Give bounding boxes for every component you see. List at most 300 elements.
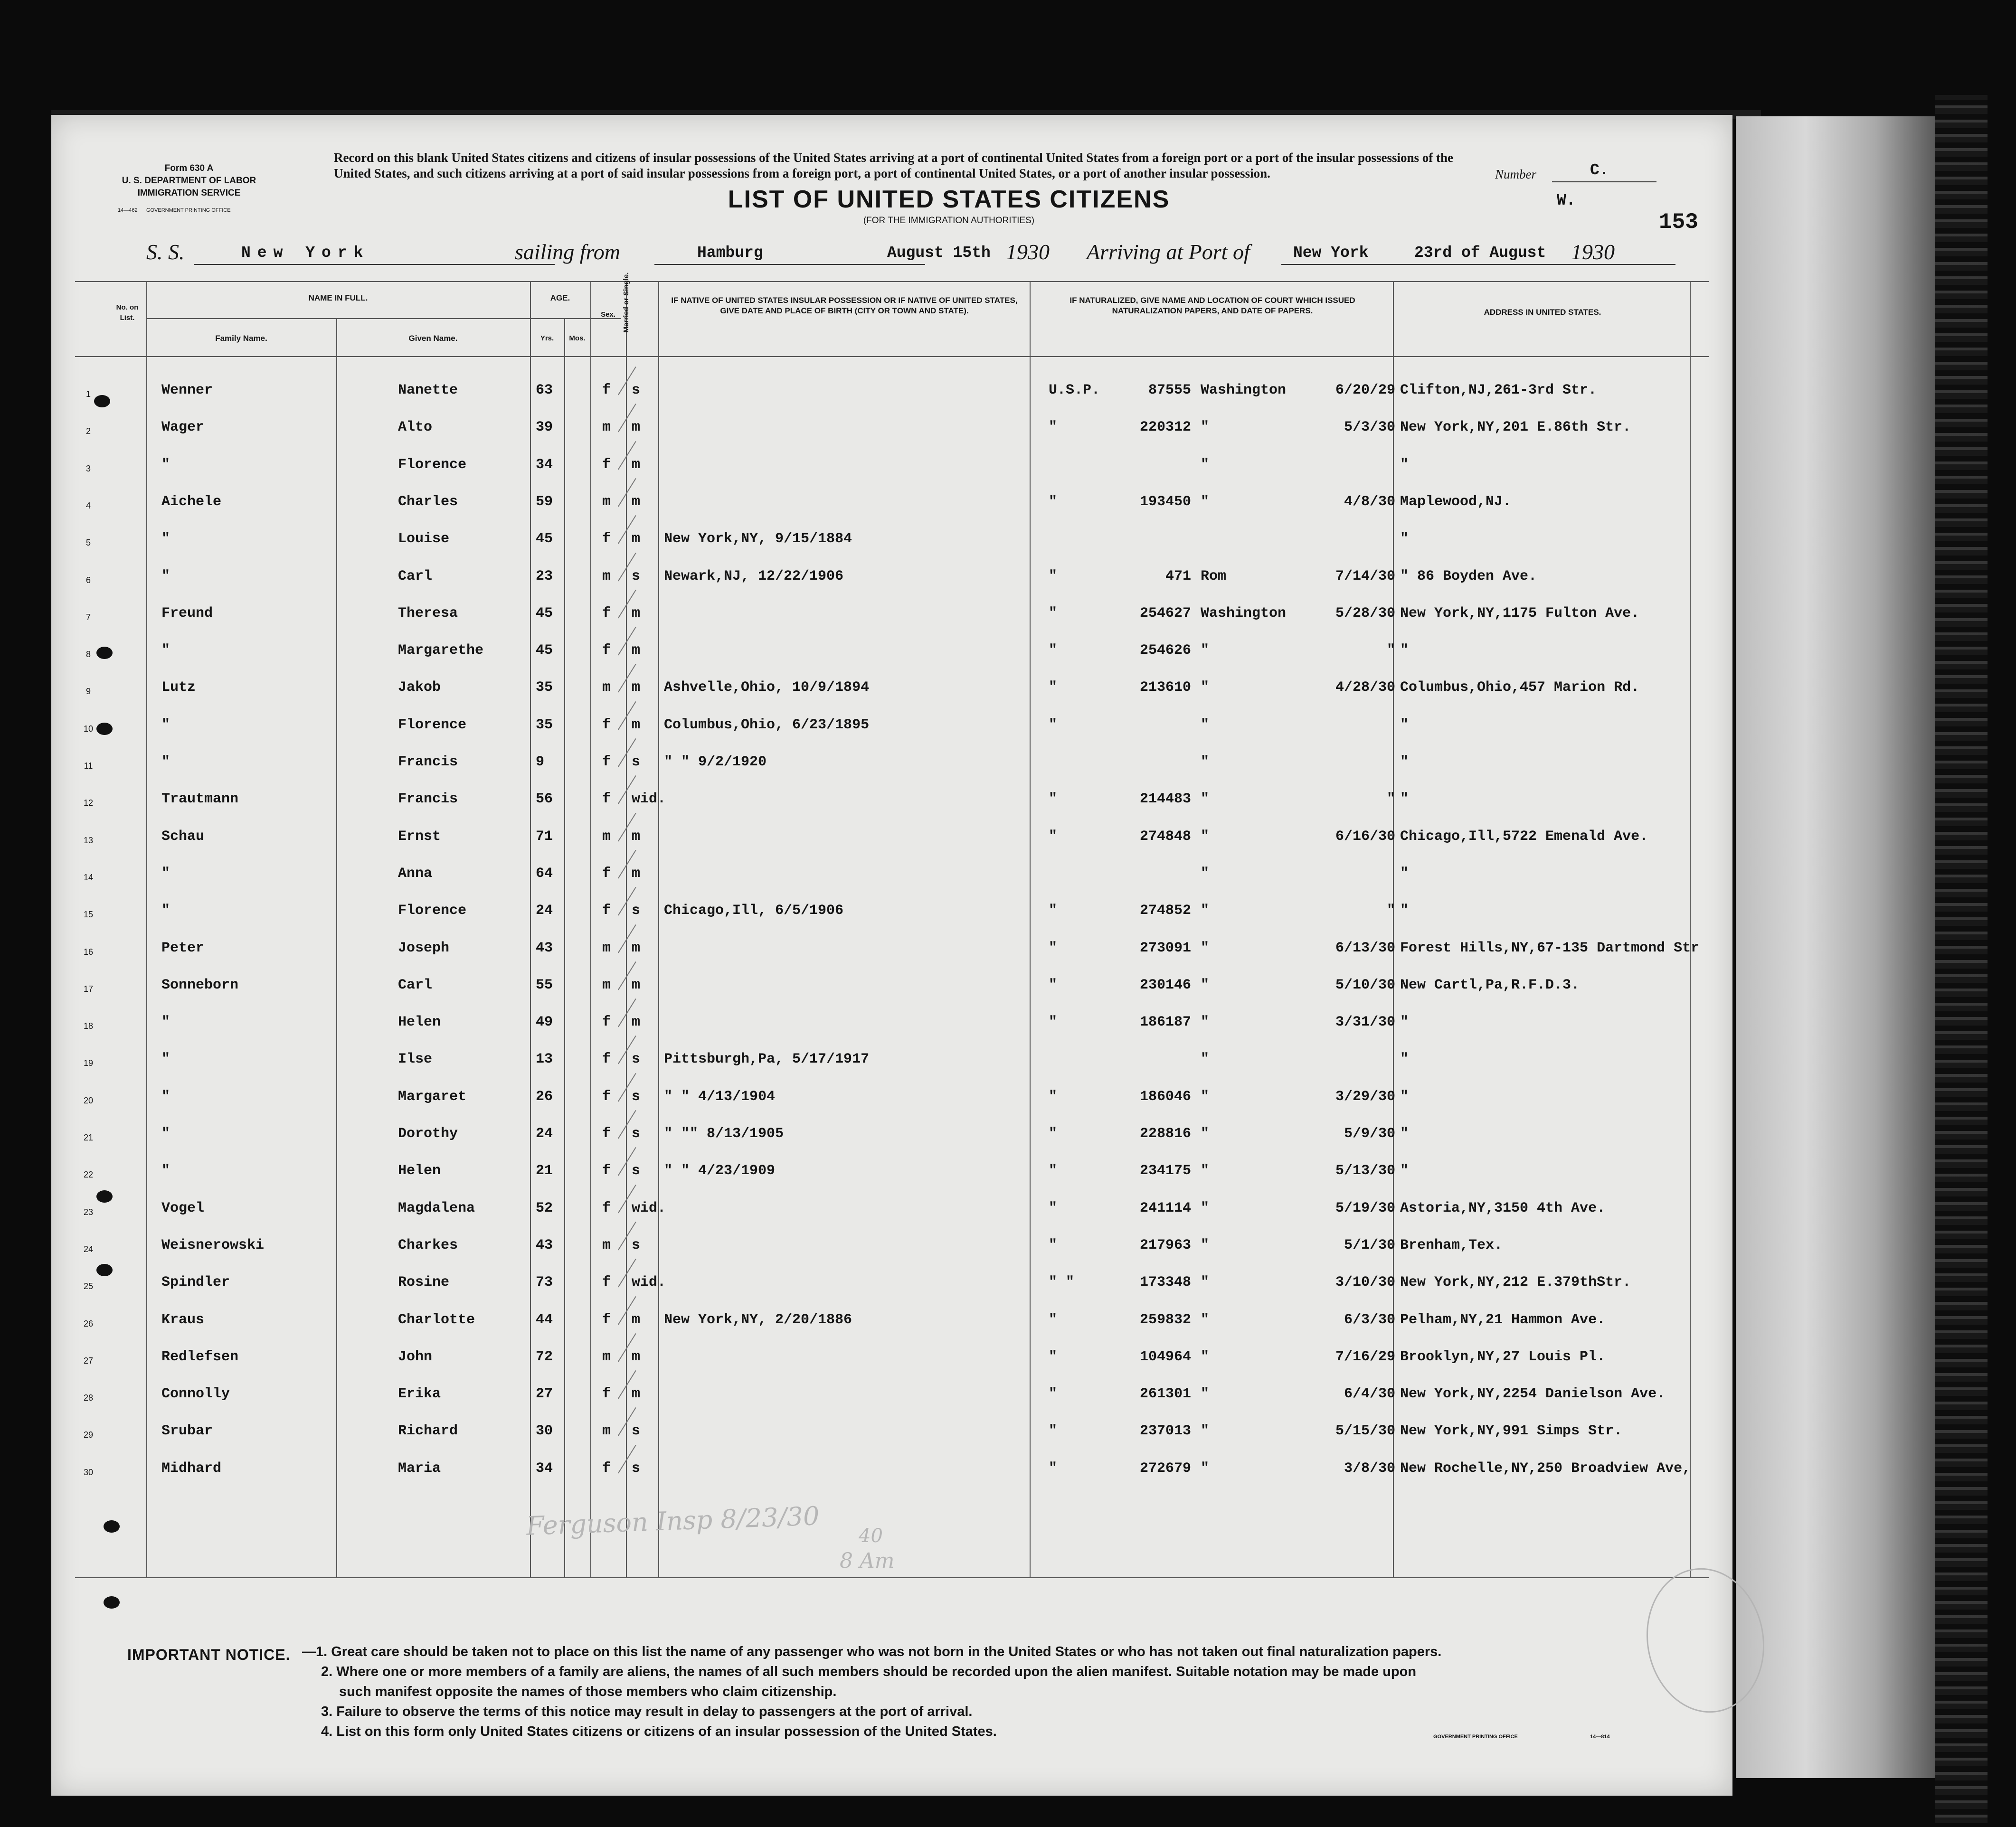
marital-status: wid.	[632, 1274, 666, 1291]
row-number: 26	[83, 1318, 94, 1328]
age-years: 35	[536, 679, 553, 696]
naturalization-date: 5/1/30	[1344, 1237, 1395, 1253]
form-print-code: 14—462 GOVERNMENT PRINTING OFFICE	[118, 207, 231, 213]
row-number: 30	[83, 1467, 94, 1477]
us-address: "	[1400, 1126, 1409, 1142]
age-years: 44	[536, 1311, 553, 1328]
notice-item-2: 2. Where one or more members of a family are aliens, the names of all such members should be recorded upon the alien manifest. Suitable notation may be made upon	[321, 1664, 1417, 1679]
marital-status: s	[632, 1423, 641, 1440]
naturalization-number: 173348	[1139, 1274, 1191, 1291]
naturalization-court: Rom	[1201, 568, 1227, 584]
table-row	[51, 1013, 1732, 1050]
us-address: "	[1400, 754, 1409, 770]
us-address: New Cartl,Pa,R.F.D.3.	[1400, 977, 1580, 993]
header-naturalized: IF NATURALIZED, GIVE NAME AND LOCATION OF COURT WHICH ISSUED NATURALIZATION PAPERS, AND DATE OF PAPERS.	[1070, 296, 1355, 315]
preamble-text: Record on this blank United States citizens and citizens of insular possessions of the United States arriving at a port of continental United States from a foreign port or a port of the insular possessions of the United States, and such citizens arriving at a port of said insular possessions from a foreign port, a port of continental United States, or a port of another insular possession.	[334, 151, 1454, 180]
marital-status: m	[632, 1348, 641, 1365]
marital-status: m	[632, 828, 641, 845]
sex: f	[602, 382, 611, 398]
family-name: Schau	[161, 828, 205, 845]
marital-status: wid.	[632, 791, 666, 808]
naturalization-number: 261301	[1139, 1386, 1191, 1403]
us-address: "	[1400, 903, 1409, 919]
family-name: Spindler	[161, 1274, 230, 1291]
table-row	[51, 1384, 1732, 1422]
us-address: "	[1400, 1014, 1409, 1031]
department-name: U. S. DEPARTMENT OF LABOR	[122, 176, 256, 186]
header-name-in-full: NAME IN FULL.	[308, 293, 368, 302]
marital-status: wid.	[632, 1200, 666, 1216]
family-name: Redlefsen	[161, 1348, 239, 1365]
table-row	[51, 1273, 1732, 1310]
marital-status: m	[632, 605, 641, 622]
birth-place-date: Newark,NJ, 12/22/1906	[664, 568, 844, 584]
table-row	[51, 976, 1732, 1013]
naturalization-court: Washington	[1201, 605, 1287, 622]
naturalization-prefix: "	[1049, 828, 1058, 845]
header-family-name: Family Name.	[215, 334, 267, 343]
naturalization-number: 186046	[1139, 1088, 1191, 1105]
notice-item-3: 3. Failure to observe the terms of this notice may result in delay to passengers at the port of arrival.	[321, 1704, 973, 1719]
family-name: Connolly	[161, 1386, 230, 1403]
sex: m	[602, 1423, 611, 1440]
table-row	[51, 827, 1732, 864]
naturalization-number: 237013	[1139, 1423, 1191, 1440]
naturalization-date: 5/28/30	[1335, 605, 1395, 622]
us-address: Brooklyn,NY,27 Louis Pl.	[1400, 1348, 1606, 1365]
age-years: 72	[536, 1348, 553, 1365]
given-name: Anna	[398, 865, 433, 882]
table-row	[51, 753, 1732, 790]
header-bottom-rule	[75, 356, 1709, 357]
ship-underline	[194, 264, 555, 265]
age-years: 45	[536, 531, 553, 547]
row-number: 6	[85, 575, 91, 585]
row-number: 29	[83, 1430, 94, 1440]
table-row	[51, 1459, 1732, 1496]
naturalization-date: 6/20/29	[1335, 382, 1395, 398]
age-years: 24	[536, 903, 553, 919]
family-name: "	[161, 568, 170, 584]
naturalization-date: 6/16/30	[1335, 828, 1395, 845]
departure-port: Hamburg	[697, 244, 763, 262]
given-name: Magdalena	[398, 1200, 475, 1216]
family-name: "	[161, 754, 170, 770]
naturalization-prefix: "	[1049, 1311, 1058, 1328]
naturalization-date: 5/3/30	[1344, 419, 1395, 436]
table-row	[51, 567, 1732, 604]
age-years: 71	[536, 828, 553, 845]
row-number: 3	[85, 463, 91, 473]
marital-status: m	[632, 1386, 641, 1403]
naturalization-number: 220312	[1139, 419, 1191, 436]
row-number: 9	[85, 687, 91, 697]
punch-hole	[104, 1520, 120, 1533]
birth-place-date: Columbus,Ohio, 6/23/1895	[664, 716, 870, 733]
sex: m	[602, 419, 611, 436]
naturalization-prefix: "	[1049, 1386, 1058, 1403]
form-number: Form 630 A	[164, 163, 214, 173]
naturalization-prefix: "	[1049, 1163, 1058, 1179]
naturalization-court: "	[1201, 1237, 1210, 1253]
row-number: 1	[85, 389, 91, 399]
naturalization-date: 5/19/30	[1335, 1200, 1395, 1216]
birth-place-date: New York,NY, 9/15/1884	[664, 531, 852, 547]
naturalization-number: 254626	[1139, 642, 1191, 659]
naturalization-court: "	[1201, 1163, 1210, 1179]
ss-label: S. S.	[146, 240, 185, 264]
naturalization-number: 87555	[1148, 382, 1191, 398]
row-number: 24	[83, 1244, 94, 1254]
table-row	[51, 641, 1732, 678]
footer-gpo: GOVERNMENT PRINTING OFFICE	[1433, 1734, 1518, 1740]
family-name: "	[161, 1014, 170, 1031]
us-address: New York,NY,1175 Fulton Ave.	[1400, 605, 1640, 622]
age-years: 43	[536, 1237, 553, 1253]
sex: f	[602, 1311, 611, 1328]
naturalization-court: "	[1201, 754, 1210, 770]
birth-place-date: " " 4/23/1909	[664, 1163, 776, 1179]
sex: f	[602, 1386, 611, 1403]
row-number: 12	[83, 798, 94, 808]
age-years: 9	[536, 754, 545, 770]
us-address: "	[1400, 1163, 1409, 1179]
age-years: 34	[536, 1460, 553, 1477]
age-years: 43	[536, 940, 553, 956]
age-years: 39	[536, 419, 553, 436]
sex: m	[602, 493, 611, 510]
table-row	[51, 1199, 1732, 1236]
us-address: "	[1400, 791, 1409, 808]
naturalization-number: 104964	[1139, 1348, 1191, 1365]
marital-status: m	[632, 1014, 641, 1031]
naturalization-date: 6/3/30	[1344, 1311, 1395, 1328]
given-name: Nanette	[398, 382, 458, 398]
marital-status: m	[632, 940, 641, 956]
family-name: Vogel	[161, 1200, 205, 1216]
naturalization-court: "	[1201, 865, 1210, 882]
given-name: Dorothy	[398, 1126, 458, 1142]
table-row	[51, 1347, 1732, 1384]
table-top-rule	[75, 281, 1709, 282]
us-address: "	[1400, 456, 1409, 473]
age-years: 73	[536, 1274, 553, 1291]
naturalization-date: 5/15/30	[1335, 1423, 1395, 1440]
notice-item-4: 4. List on this form only United States citizens or citizens of an insular possession of the United States.	[321, 1724, 997, 1739]
marital-status: m	[632, 1311, 641, 1328]
given-name: Helen	[398, 1014, 441, 1031]
row-number: 7	[85, 612, 91, 622]
family-name: "	[161, 865, 170, 882]
marital-status: m	[632, 679, 641, 696]
naturalization-court: "	[1201, 1014, 1210, 1031]
header-mos: Mos.	[569, 334, 586, 342]
family-name: "	[161, 531, 170, 547]
row-number: 11	[84, 761, 93, 771]
naturalization-prefix: "	[1049, 1200, 1058, 1216]
naturalization-prefix: "	[1049, 940, 1058, 956]
given-name: Joseph	[398, 940, 450, 956]
table-row	[51, 492, 1732, 529]
header-no-on-list: No. on List.	[116, 303, 139, 322]
punch-hole	[96, 647, 113, 659]
us-address: Astoria,NY,3150 4th Ave.	[1400, 1200, 1606, 1216]
naturalization-number: 228816	[1139, 1126, 1191, 1142]
number-value: C.	[1590, 161, 1609, 179]
table-row	[51, 455, 1732, 492]
marital-status: s	[632, 1237, 641, 1253]
us-address: "	[1400, 531, 1409, 547]
age-years: 45	[536, 605, 553, 622]
given-name: Florence	[398, 716, 467, 733]
sailing-from-label: sailing from	[515, 240, 620, 264]
naturalization-court: "	[1201, 493, 1210, 510]
number-underline	[1552, 181, 1656, 182]
us-address: "	[1400, 865, 1409, 882]
age-years: 13	[536, 1051, 553, 1068]
inspector-pencil-note-3: 8 Am	[840, 1549, 895, 1573]
name-subheader-rule	[146, 318, 621, 319]
punch-hole	[104, 1596, 120, 1609]
header-birth: IF NATIVE OF UNITED STATES INSULAR POSSESSION OR IF NATIVE OF UNITED STATES, GIVE DATE AND PLACE OF BIRTH (CITY OR TOWN AND STATE).	[671, 296, 1018, 315]
row-number: 19	[83, 1058, 94, 1068]
ship-name: New York	[241, 244, 370, 262]
naturalization-date: 3/31/30	[1335, 1014, 1395, 1031]
naturalization-prefix: "	[1049, 679, 1058, 696]
naturalization-prefix: " "	[1049, 1274, 1075, 1291]
age-years: 21	[536, 1163, 553, 1179]
us-address: "	[1400, 1088, 1409, 1105]
age-years: 30	[536, 1423, 553, 1440]
given-name: Charkes	[398, 1237, 458, 1253]
table-row	[51, 1310, 1732, 1347]
naturalization-date: 4/28/30	[1335, 679, 1395, 696]
table-row	[51, 604, 1732, 641]
naturalization-court: "	[1201, 679, 1210, 696]
row-number: 17	[83, 984, 94, 994]
us-address: Clifton,NJ,261-3rd Str.	[1400, 382, 1597, 398]
naturalization-prefix: "	[1049, 568, 1058, 584]
table-row	[51, 678, 1732, 715]
given-name: Francis	[398, 754, 458, 770]
given-name: Charles	[398, 493, 458, 510]
header-yrs: Yrs.	[540, 334, 554, 342]
age-years: 34	[536, 456, 553, 473]
sex: f	[602, 865, 611, 882]
arrival-port: New York	[1293, 244, 1369, 262]
age-years: 52	[536, 1200, 553, 1216]
marital-status: m	[632, 531, 641, 547]
arriving-label: Arriving at Port of	[1087, 240, 1250, 264]
marital-status: m	[632, 716, 641, 733]
row-number: 2	[85, 426, 91, 436]
given-name: Maria	[398, 1460, 441, 1477]
notice-item-1: —1. Great care should be taken not to place on this list the name of any passenger who was not born in the United States or who has not taken out final naturalization papers.	[302, 1644, 1442, 1659]
naturalization-prefix: "	[1049, 1460, 1058, 1477]
marital-status: m	[632, 456, 641, 473]
naturalization-number: 274848	[1139, 828, 1191, 845]
sex: f	[602, 642, 611, 659]
us-address: Pelham,NY,21 Hammon Ave.	[1400, 1311, 1606, 1328]
page-number: 153	[1659, 210, 1698, 235]
naturalization-court: "	[1201, 1088, 1210, 1105]
sex: f	[602, 531, 611, 547]
birth-place-date: " "" 8/13/1905	[664, 1126, 784, 1142]
page-subtitle: (FOR THE IMMIGRATION AUTHORITIES)	[863, 216, 1035, 226]
marital-status: s	[632, 568, 641, 584]
table-row	[51, 716, 1732, 753]
sex: m	[602, 940, 611, 956]
naturalization-number: 272679	[1139, 1460, 1191, 1477]
given-name: Florence	[398, 903, 467, 919]
marital-status: s	[632, 1460, 641, 1477]
age-years: 55	[536, 977, 553, 993]
marital-status: s	[632, 754, 641, 770]
family-name: "	[161, 1088, 170, 1105]
naturalization-court: "	[1201, 1386, 1210, 1403]
given-name: Ilse	[398, 1051, 433, 1068]
number-label: Number	[1495, 167, 1536, 181]
naturalization-prefix: "	[1049, 1348, 1058, 1365]
birth-place-date: Ashvelle,Ohio, 10/9/1894	[664, 679, 870, 696]
naturalization-prefix: "	[1049, 605, 1058, 622]
marital-status: s	[632, 1088, 641, 1105]
naturalization-court: "	[1201, 791, 1210, 808]
row-number: 25	[83, 1281, 94, 1291]
row-number: 18	[83, 1021, 94, 1031]
sex: f	[602, 1014, 611, 1031]
naturalization-prefix: "	[1049, 1088, 1058, 1105]
naturalization-prefix: "	[1049, 1237, 1058, 1253]
age-years: 27	[536, 1386, 553, 1403]
table-row	[51, 418, 1732, 455]
naturalization-court: "	[1201, 1423, 1210, 1440]
naturalization-court: "	[1201, 716, 1210, 733]
us-address: "	[1400, 1051, 1409, 1068]
arrival-date: 23rd of August	[1414, 244, 1546, 262]
given-name: Carl	[398, 977, 433, 993]
given-name: Florence	[398, 456, 467, 473]
footer-form-code: 14—814	[1590, 1734, 1610, 1740]
row-number: 8	[85, 650, 91, 659]
naturalization-date: "	[1386, 642, 1395, 659]
naturalization-prefix: "	[1049, 903, 1058, 919]
us-address: Brenham,Tex.	[1400, 1237, 1503, 1253]
given-name: Helen	[398, 1163, 441, 1179]
table-row	[51, 790, 1732, 827]
marital-status: s	[632, 1126, 641, 1142]
given-name: Rosine	[398, 1274, 450, 1291]
punch-hole	[96, 1264, 113, 1276]
marital-status: m	[632, 419, 641, 436]
us-address: " 86 Boyden Ave.	[1400, 568, 1537, 584]
naturalization-number: 193450	[1139, 493, 1191, 510]
number-value-w: W.	[1557, 192, 1576, 209]
sex: f	[602, 791, 611, 808]
us-address: Forest Hills,NY,67-135 Dartmond Str	[1400, 940, 1700, 956]
family-name: Sonneborn	[161, 977, 239, 993]
naturalization-court: "	[1201, 1348, 1210, 1365]
punch-hole	[96, 1190, 113, 1203]
table-row	[51, 864, 1732, 901]
row-number: 5	[85, 538, 91, 548]
naturalization-number: 214483	[1139, 791, 1191, 808]
naturalization-prefix: "	[1049, 791, 1058, 808]
age-years: 64	[536, 865, 553, 882]
naturalization-number: 217963	[1139, 1237, 1191, 1253]
naturalization-number: 241114	[1139, 1200, 1191, 1216]
sex: f	[602, 1126, 611, 1142]
service-name: IMMIGRATION SERVICE	[137, 188, 241, 198]
birth-place-date: New York,NY, 2/20/1886	[664, 1311, 852, 1328]
row-number: 28	[83, 1393, 94, 1403]
naturalization-number: 254627	[1139, 605, 1191, 622]
family-name: Midhard	[161, 1460, 222, 1477]
marital-status: s	[632, 382, 641, 398]
naturalization-prefix: U.S.P.	[1049, 382, 1100, 398]
family-name: Kraus	[161, 1311, 205, 1328]
family-name: Wenner	[161, 382, 213, 398]
given-name: Margaret	[398, 1088, 467, 1105]
given-name: Margarethe	[398, 642, 484, 659]
sex: m	[602, 977, 611, 993]
row-number: 4	[85, 500, 91, 510]
naturalization-date: 3/8/30	[1344, 1460, 1395, 1477]
marital-status: m	[632, 865, 641, 882]
table-row	[51, 1124, 1732, 1161]
marital-status: m	[632, 493, 641, 510]
naturalization-date: 4/8/30	[1344, 493, 1395, 510]
sex: f	[602, 1051, 611, 1068]
naturalization-date: 6/4/30	[1344, 1386, 1395, 1403]
naturalization-date: 3/10/30	[1335, 1274, 1395, 1291]
manifest-sheet	[51, 115, 1732, 1796]
scan-border	[1935, 95, 1988, 1823]
naturalization-date: "	[1386, 791, 1395, 808]
row-number: 16	[83, 947, 94, 957]
notice-list	[302, 1642, 1717, 1742]
naturalization-court: "	[1201, 1200, 1210, 1216]
given-name: Francis	[398, 791, 458, 808]
naturalization-court: "	[1201, 642, 1210, 659]
naturalization-prefix: "	[1049, 493, 1058, 510]
row-number: 15	[83, 910, 94, 920]
naturalization-number: 273091	[1139, 940, 1191, 956]
given-name: Louise	[398, 531, 450, 547]
header-address: ADDRESS IN UNITED STATES.	[1484, 308, 1601, 317]
naturalization-court: "	[1201, 1274, 1210, 1291]
birth-place-date: Pittsburgh,Pa, 5/17/1917	[664, 1051, 870, 1068]
birth-place-date: " " 4/13/1904	[664, 1088, 776, 1105]
us-address: Columbus,Ohio,457 Marion Rd.	[1400, 679, 1640, 696]
table-row	[51, 1161, 1732, 1198]
departure-date: August 15th	[887, 244, 991, 262]
family-name: Srubar	[161, 1423, 213, 1440]
naturalization-number: 234175	[1139, 1163, 1191, 1179]
marital-status: m	[632, 977, 641, 993]
arrival-underline	[1281, 264, 1675, 265]
sex: f	[602, 1200, 611, 1216]
given-name: Alto	[398, 419, 433, 436]
given-name: Charlotte	[398, 1311, 475, 1328]
inspector-pencil-note-2: 40	[859, 1525, 883, 1547]
table-row	[51, 381, 1732, 418]
us-address: New York,NY,212 E.379thStr.	[1400, 1274, 1631, 1291]
table-row	[51, 529, 1732, 566]
naturalization-court: Washington	[1201, 382, 1287, 398]
naturalization-date: "	[1386, 903, 1395, 919]
sex: m	[602, 828, 611, 845]
